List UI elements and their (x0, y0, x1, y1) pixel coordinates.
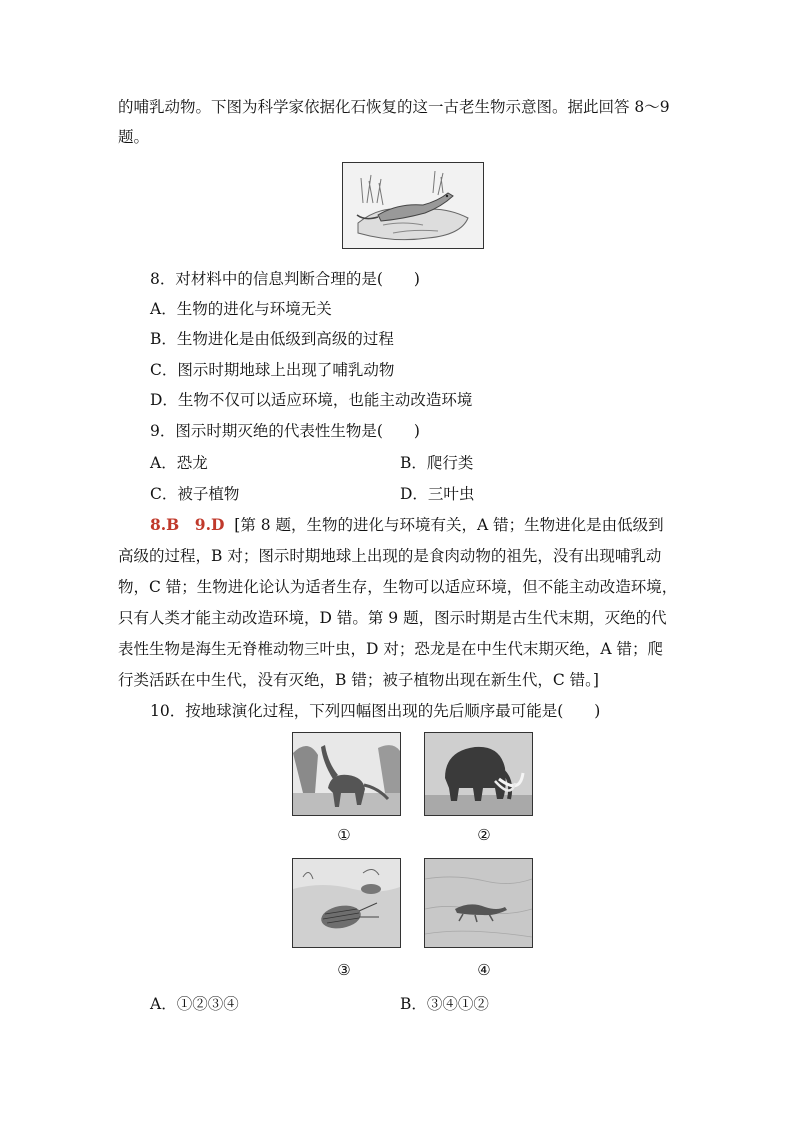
q9-option-b: B．爬行类 (400, 454, 474, 472)
answer-line-2: 高级的过程，B 对；图示时期地球上出现的是食肉动物的祖先，没有出现哺乳动 (118, 547, 662, 565)
image-1-dinosaur (292, 732, 401, 816)
q8-option-a: A．生物的进化与环境无关 (150, 300, 332, 318)
answer-line-6: 行类活跃在中生代，没有灭绝，B 错；被子植物出现在新生代，C 错。] (118, 671, 599, 689)
intro-line-1: 的哺乳动物。下图为科学家依据化石恢复的这一古老生物示意图。据此回答 8～9 (118, 98, 670, 116)
trilobite-illustration (293, 859, 400, 947)
early-tetrapod-illustration (425, 859, 532, 947)
intro-line-2: 题。 (118, 128, 150, 146)
q9-stem: 9．图示时期灭绝的代表性生物是( ) (150, 422, 420, 440)
q9-option-a: A．恐龙 (150, 454, 208, 472)
image-4-early-creature (424, 858, 533, 948)
q8-option-b: B．生物进化是由低级到高级的过程 (150, 330, 394, 348)
image-4-label: ④ (477, 961, 491, 979)
answer-line-5: 表性生物是海生无脊椎动物三叶虫，D 对；恐龙是在中生代末期灭绝，A 错；爬 (118, 640, 663, 658)
ancient-creature-figure (342, 162, 484, 249)
image-1-label: ① (337, 826, 351, 844)
image-3-trilobite (292, 858, 401, 948)
mammoth-illustration (425, 733, 532, 815)
q10-stem: 10．按地球演化过程，下列四幅图出现的先后顺序最可能是( ) (150, 702, 601, 720)
q10-option-a: A．①②③④ (150, 995, 239, 1013)
creature-on-hand-illustration (343, 163, 483, 248)
q9-option-d: D．三叶虫 (400, 485, 475, 503)
q10-option-b: B．③④①② (400, 995, 489, 1013)
answer-key: 8.B 9.D (150, 515, 225, 534)
answer-line-1 (150, 514, 664, 536)
answer-line-3: 物，C 错；生物进化论认为适者生存，生物可以适应环境，但不能主动改造环境， (118, 578, 678, 596)
answer-line-4: 只有人类才能主动改造环境，D 错。第 9 题，图示时期是古生代末期，灭绝的代 (118, 609, 667, 627)
q9-option-c: C．被子植物 (150, 485, 240, 503)
dinosaur-illustration (293, 733, 400, 815)
answer-text-1: [第 8 题，生物的进化与环境有关，A 错；生物进化是由低级到 (234, 516, 664, 534)
q8-option-c: C．图示时期地球上出现了哺乳动物 (150, 361, 395, 379)
image-3-label: ③ (337, 961, 351, 979)
image-2-label: ② (477, 826, 491, 844)
q8-stem: 8．对材料中的信息判断合理的是( ) (150, 270, 420, 288)
image-2-mammoth (424, 732, 533, 816)
q8-option-d: D．生物不仅可以适应环境，也能主动改造环境 (150, 391, 473, 409)
